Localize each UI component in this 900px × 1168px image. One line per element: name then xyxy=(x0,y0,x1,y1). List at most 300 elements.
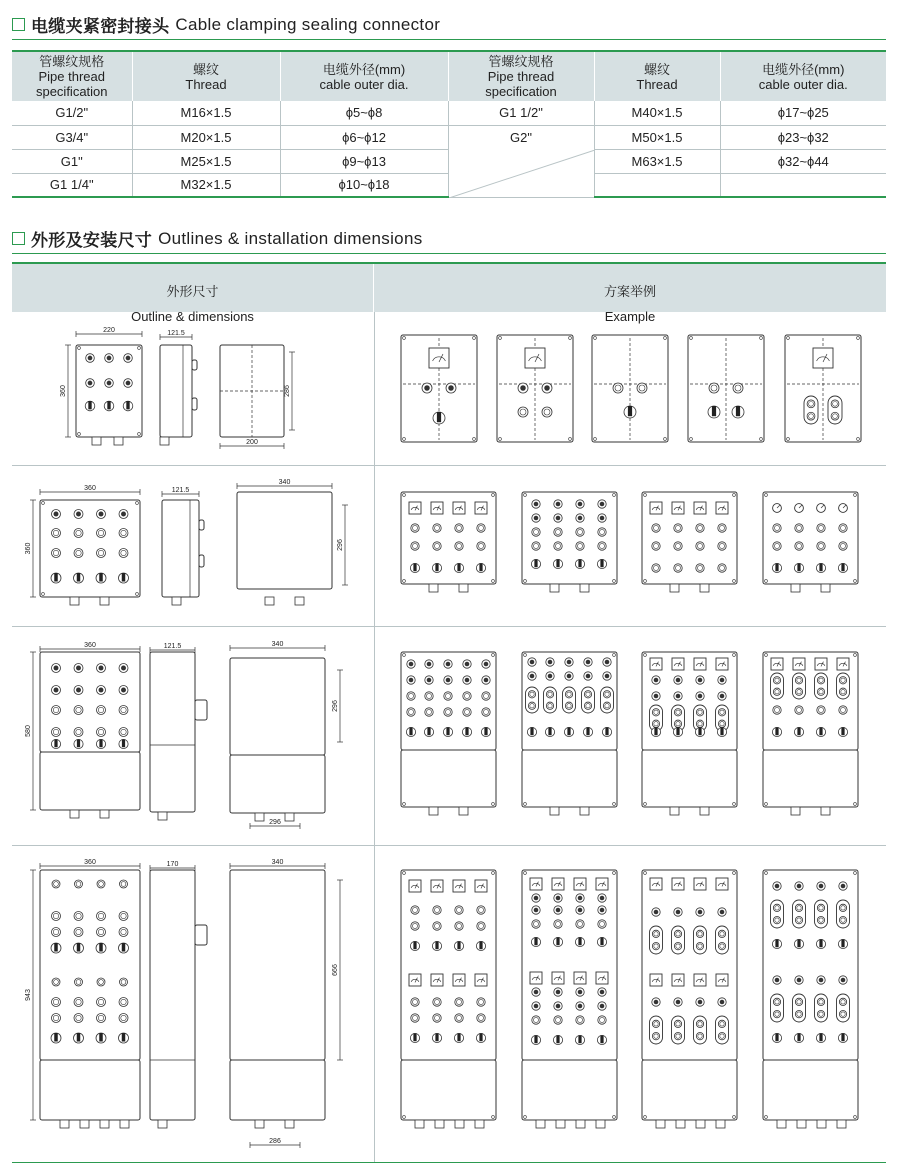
push-button-icon xyxy=(427,678,432,683)
indicator-lamp-icon xyxy=(718,1033,725,1040)
push-button-icon xyxy=(54,512,59,517)
indicator-lamp-icon xyxy=(477,1014,485,1022)
selector-switch-icon xyxy=(819,563,822,571)
indicator-lamp-icon xyxy=(674,709,681,716)
indicator-lamp-icon xyxy=(97,998,106,1007)
meter-icon xyxy=(574,972,586,984)
push-button-icon xyxy=(409,662,414,667)
indicator-lamp-icon xyxy=(773,1011,780,1018)
outline-header: 外形尺寸 Outline & dimensions xyxy=(12,264,374,312)
cable-gland-icon xyxy=(536,1120,545,1128)
lower-compartment xyxy=(40,752,140,810)
indicator-lamp-icon xyxy=(652,1020,659,1027)
push-button-icon xyxy=(484,678,489,683)
indicator-lamp-icon xyxy=(407,708,415,716)
push-button-icon xyxy=(446,678,451,683)
selector-switch-icon xyxy=(457,941,460,949)
meter-icon xyxy=(429,348,449,368)
meter-icon xyxy=(672,974,684,986)
selector-switch-icon xyxy=(479,941,482,949)
indicator-lamp-icon xyxy=(718,542,726,550)
selector-switch-icon xyxy=(556,937,559,945)
indicator-lamp-icon xyxy=(795,688,802,695)
indicator-lamp-icon xyxy=(74,998,83,1007)
push-button-icon xyxy=(121,512,126,517)
meter-icon xyxy=(694,974,706,986)
meter-icon xyxy=(672,502,684,514)
selector-switch-icon xyxy=(534,937,537,945)
side-view xyxy=(162,500,199,597)
selector-switch-icon xyxy=(775,1033,778,1041)
push-button-icon xyxy=(654,678,659,683)
indicator-lamp-icon xyxy=(74,928,83,937)
indicator-lamp-icon xyxy=(477,906,485,914)
indicator-lamp-icon xyxy=(613,383,623,393)
meter-icon xyxy=(453,974,465,986)
selector-switch-icon xyxy=(409,727,412,735)
handle-icon xyxy=(195,925,207,945)
indicator-lamp-icon xyxy=(75,978,83,986)
indicator-lamp-icon xyxy=(817,904,824,911)
cable-gland-icon xyxy=(158,812,167,820)
meter-icon xyxy=(596,878,608,890)
meter-icon xyxy=(453,880,465,892)
push-button-icon xyxy=(654,694,659,699)
push-button-icon xyxy=(819,884,824,889)
selector-switch-icon xyxy=(841,563,844,571)
table-cell: ϕ5~ϕ8 xyxy=(280,101,448,125)
push-button-icon xyxy=(720,678,725,683)
indicator-lamp-icon xyxy=(839,904,846,911)
indicator-lamp-icon xyxy=(119,912,128,921)
push-button-icon xyxy=(88,381,93,386)
dimension-label: 296 xyxy=(332,700,339,712)
section-title-en: Cable clamping sealing connector xyxy=(175,14,441,34)
meter-icon xyxy=(793,658,805,670)
indicator-lamp-icon xyxy=(433,542,441,550)
selector-switch-icon xyxy=(578,937,581,945)
table-cell: M32×1.5 xyxy=(132,173,280,197)
push-button-icon xyxy=(586,674,591,679)
push-button-icon xyxy=(586,660,591,665)
selector-switch-icon xyxy=(586,727,589,735)
indicator-lamp-icon xyxy=(455,906,463,914)
mounting-view xyxy=(230,658,325,755)
handle-icon xyxy=(195,700,207,720)
push-button-icon xyxy=(88,356,93,361)
indicator-lamp-icon xyxy=(674,542,682,550)
selector-switch-icon xyxy=(446,727,449,735)
cable-gland-icon xyxy=(700,807,709,815)
cable-gland-icon xyxy=(172,597,181,605)
indicator-lamp-icon xyxy=(532,542,540,550)
push-button-icon xyxy=(600,1004,605,1009)
indicator-lamp-icon xyxy=(433,998,441,1006)
indicator-lamp-icon xyxy=(839,1011,846,1018)
push-button-icon xyxy=(548,660,553,665)
push-button-icon xyxy=(841,978,846,983)
indicator-lamp-icon xyxy=(795,706,803,714)
push-button-icon xyxy=(819,978,824,983)
indicator-lamp-icon xyxy=(839,917,846,924)
cable-gland-icon xyxy=(596,1120,605,1128)
push-button-icon xyxy=(548,674,553,679)
selector-switch-icon xyxy=(437,412,441,422)
meter-icon xyxy=(431,502,443,514)
push-button-icon xyxy=(676,694,681,699)
indicator-lamp-icon xyxy=(482,708,490,716)
lower-compartment xyxy=(522,750,617,807)
indicator-lamp-icon xyxy=(444,692,452,700)
indicator-lamp-icon xyxy=(576,542,584,550)
indicator-lamp-icon xyxy=(718,709,725,716)
cable-gland-icon xyxy=(670,807,679,815)
push-button-icon xyxy=(567,674,572,679)
push-button-icon xyxy=(107,381,112,386)
cable-gland-icon xyxy=(255,813,264,821)
selector-switch-icon xyxy=(126,401,129,409)
indicator-lamp-icon xyxy=(477,998,485,1006)
meter-icon xyxy=(650,502,662,514)
indicator-lamp-icon xyxy=(773,524,781,532)
push-button-icon xyxy=(797,978,802,983)
selector-switch-icon xyxy=(99,573,103,582)
table-cell: G2" xyxy=(448,125,594,197)
selector-switch-icon xyxy=(567,727,570,735)
selector-switch-icon xyxy=(54,1033,58,1042)
indicator-lamp-icon xyxy=(411,1014,419,1022)
meter-icon xyxy=(672,878,684,890)
cable-gland-icon xyxy=(670,584,679,592)
selector-switch-icon xyxy=(736,406,740,416)
indicator-lamp-icon xyxy=(119,928,128,937)
meter-icon xyxy=(453,502,465,514)
table-cell: M40×1.5 xyxy=(594,101,720,125)
indicator-lamp-icon xyxy=(652,1033,659,1040)
selector-switch-icon xyxy=(77,943,81,952)
indicator-lamp-icon xyxy=(542,407,552,417)
lower-compartment xyxy=(642,750,737,807)
meter-icon xyxy=(475,502,487,514)
lower-compartment xyxy=(401,750,496,807)
cable-gland-icon xyxy=(576,1120,585,1128)
indicator-lamp-icon xyxy=(120,880,128,888)
indicator-lamp-icon xyxy=(795,998,802,1005)
indicator-lamp-icon xyxy=(718,930,725,937)
cable-gland-icon xyxy=(114,437,123,445)
push-button-icon xyxy=(720,1000,725,1005)
push-button-icon xyxy=(605,660,610,665)
push-button-icon xyxy=(797,884,802,889)
cable-gland-icon xyxy=(92,437,101,445)
meter-icon xyxy=(771,658,783,670)
indicator-lamp-icon xyxy=(554,528,562,536)
dimension-label: 943 xyxy=(25,989,32,1001)
meter-icon xyxy=(650,878,662,890)
meter-icon xyxy=(431,974,443,986)
cable-gland-icon xyxy=(70,597,79,605)
indicator-lamp-icon xyxy=(528,702,535,709)
dimension-label: 360 xyxy=(60,385,67,397)
cable-gland-icon xyxy=(160,437,169,445)
selector-switch-icon xyxy=(530,727,533,735)
indicator-lamp-icon xyxy=(97,978,105,986)
push-button-icon xyxy=(578,516,583,521)
indicator-lamp-icon xyxy=(97,928,106,937)
indicator-lamp-icon xyxy=(444,708,452,716)
selector-switch-icon xyxy=(77,573,81,582)
indicator-lamp-icon xyxy=(97,728,106,737)
example-panel xyxy=(763,870,858,1060)
indicator-lamp-icon xyxy=(598,920,606,928)
selector-switch-icon xyxy=(107,401,110,409)
indicator-lamp-icon xyxy=(97,706,106,715)
meter-icon xyxy=(813,348,833,368)
indicator-lamp-icon xyxy=(652,524,660,532)
indicator-lamp-icon xyxy=(52,880,60,888)
dimension-label: 121.5 xyxy=(167,330,185,337)
indicator-lamp-icon xyxy=(839,998,846,1005)
push-button-icon xyxy=(556,896,561,901)
dimension-label: 360 xyxy=(84,485,96,492)
indicator-lamp-icon xyxy=(97,549,106,558)
lower-compartment xyxy=(763,750,858,807)
meter-icon xyxy=(694,878,706,890)
indicator-lamp-icon xyxy=(773,904,780,911)
indicator-lamp-icon xyxy=(696,542,704,550)
dimension-label: 666 xyxy=(332,964,339,976)
push-button-icon xyxy=(427,662,432,667)
table-cell: G3/4" xyxy=(12,125,132,149)
push-button-icon xyxy=(676,678,681,683)
indicator-lamp-icon xyxy=(455,524,463,532)
selector-switch-icon xyxy=(797,563,800,571)
push-button-icon xyxy=(448,385,454,391)
indicator-lamp-icon xyxy=(74,912,83,921)
indicator-lamp-icon xyxy=(674,1020,681,1027)
indicator-lamp-icon xyxy=(554,542,562,550)
push-button-icon xyxy=(107,356,112,361)
meter-icon xyxy=(716,502,728,514)
cable-gland-icon xyxy=(556,1120,565,1128)
dimension-label: 220 xyxy=(103,327,115,334)
push-button-icon xyxy=(99,688,104,693)
indicator-lamp-icon xyxy=(120,978,128,986)
push-button-icon xyxy=(654,1000,659,1005)
cable-gland-icon xyxy=(100,810,109,818)
indicator-lamp-icon xyxy=(817,998,824,1005)
indicator-lamp-icon xyxy=(584,691,591,698)
meter-icon xyxy=(574,878,586,890)
push-button-icon xyxy=(775,884,780,889)
push-button-icon xyxy=(520,385,526,391)
table-cell: M25×1.5 xyxy=(132,149,280,173)
selector-switch-icon xyxy=(479,1033,482,1041)
indicator-lamp-icon xyxy=(97,880,105,888)
push-button-icon xyxy=(530,660,535,665)
cable-gland-icon xyxy=(100,597,109,605)
push-button-icon xyxy=(720,694,725,699)
indicator-lamp-icon xyxy=(598,542,606,550)
push-button-icon xyxy=(600,502,605,507)
indicator-lamp-icon xyxy=(718,524,726,532)
selector-switch-icon xyxy=(413,941,416,949)
cable-gland-icon xyxy=(550,584,559,592)
indicator-lamp-icon xyxy=(674,930,681,937)
cable-gland-icon xyxy=(700,584,709,592)
selector-switch-icon xyxy=(413,1033,416,1041)
selector-switch-icon xyxy=(54,943,58,952)
meter-icon xyxy=(475,974,487,986)
table-cell: G1 1/2" xyxy=(448,101,594,125)
header-cell: 螺纹 Thread xyxy=(132,51,280,101)
indicator-lamp-icon xyxy=(532,1016,540,1024)
push-button-icon xyxy=(534,908,539,913)
section-title-cn: 电缆夹紧密封接头 xyxy=(31,17,170,36)
push-button-icon xyxy=(424,385,430,391)
indicator-lamp-icon xyxy=(696,564,704,572)
selector-switch-icon xyxy=(600,1035,603,1043)
selector-switch-icon xyxy=(435,563,438,571)
indicator-lamp-icon xyxy=(52,912,61,921)
meter-icon xyxy=(650,974,662,986)
push-button-icon xyxy=(556,908,561,913)
selector-switch-icon xyxy=(122,943,126,952)
indicator-lamp-icon xyxy=(795,677,802,684)
selector-switch-icon xyxy=(578,559,581,567)
selector-switch-icon xyxy=(605,727,608,735)
indicator-lamp-icon xyxy=(52,928,61,937)
cable-gland-icon xyxy=(435,1120,444,1128)
selector-switch-icon xyxy=(797,727,800,735)
indicator-lamp-icon xyxy=(773,706,781,714)
meter-icon xyxy=(837,658,849,670)
push-button-icon xyxy=(465,678,470,683)
cable-gland-icon xyxy=(415,1120,424,1128)
cable-gland-icon xyxy=(797,1120,806,1128)
dimension-label: 200 xyxy=(246,439,258,446)
push-button-icon xyxy=(446,662,451,667)
push-button-icon xyxy=(76,512,81,517)
indicator-lamp-icon xyxy=(652,930,659,937)
indicator-lamp-icon xyxy=(433,1014,441,1022)
push-button-icon xyxy=(720,910,725,915)
selector-switch-icon xyxy=(720,727,723,735)
selector-switch-icon xyxy=(435,941,438,949)
selector-switch-icon xyxy=(628,406,632,416)
indicator-lamp-icon xyxy=(795,917,802,924)
indicator-lamp-icon xyxy=(477,524,485,532)
indicator-lamp-icon xyxy=(817,706,825,714)
indicator-lamp-icon xyxy=(733,383,743,393)
push-button-icon xyxy=(676,910,681,915)
indicator-lamp-icon xyxy=(674,1033,681,1040)
selector-switch-icon xyxy=(797,939,800,947)
selector-switch-icon xyxy=(122,1033,126,1042)
selector-switch-icon xyxy=(427,727,430,735)
indicator-lamp-icon xyxy=(433,922,441,930)
meter-icon xyxy=(716,878,728,890)
indicator-lamp-icon xyxy=(696,709,703,716)
cable-gland-icon xyxy=(676,1120,685,1128)
lower-compartment xyxy=(40,1060,140,1120)
selector-switch-icon xyxy=(578,1035,581,1043)
indicator-lamp-icon xyxy=(554,920,562,928)
meter-icon xyxy=(530,972,542,984)
indicator-lamp-icon xyxy=(773,688,780,695)
indicator-lamp-icon xyxy=(718,720,725,727)
indicator-lamp-icon xyxy=(74,706,83,715)
selector-switch-icon xyxy=(600,937,603,945)
cable-gland-icon xyxy=(70,810,79,818)
indicator-lamp-icon xyxy=(839,677,846,684)
dimension-label: 340 xyxy=(271,641,284,648)
handle-icon xyxy=(192,360,197,370)
meter-icon xyxy=(694,502,706,514)
indicator-lamp-icon xyxy=(773,542,781,550)
cable-gland-icon xyxy=(656,1120,665,1128)
meter-icon xyxy=(596,972,608,984)
selector-switch-icon xyxy=(122,739,125,747)
meter-icon xyxy=(716,658,728,670)
push-button-icon xyxy=(534,990,539,995)
selector-switch-icon xyxy=(712,406,716,416)
selector-switch-icon xyxy=(484,727,487,735)
cable-gland-icon xyxy=(817,1120,826,1128)
indicator-lamp-icon xyxy=(52,529,61,538)
indicator-lamp-icon xyxy=(652,720,659,727)
table-cell: M63×1.5 xyxy=(594,149,720,173)
selector-switch-icon xyxy=(457,563,460,571)
table-cell: ϕ17~ϕ25 xyxy=(720,101,886,125)
selector-switch-icon xyxy=(775,727,778,735)
indicator-lamp-icon xyxy=(532,920,540,928)
push-button-icon xyxy=(484,662,489,667)
cable-gland-icon xyxy=(60,1120,69,1128)
dimension-label: 360 xyxy=(84,859,96,866)
push-button-icon xyxy=(99,512,104,517)
indicator-lamp-icon xyxy=(817,542,825,550)
indicator-lamp-icon xyxy=(74,549,83,558)
indicator-lamp-icon xyxy=(795,542,803,550)
push-button-icon xyxy=(534,896,539,901)
selector-switch-icon xyxy=(819,939,822,947)
selector-switch-icon xyxy=(819,727,822,735)
selector-switch-icon xyxy=(99,943,103,952)
indicator-lamp-icon xyxy=(652,943,659,950)
indicator-lamp-icon xyxy=(652,709,659,716)
push-button-icon xyxy=(600,990,605,995)
selector-switch-icon xyxy=(479,563,482,571)
lower-compartment xyxy=(642,1060,737,1120)
indicator-lamp-icon xyxy=(817,677,824,684)
push-button-icon xyxy=(76,666,81,671)
cable-gland-icon xyxy=(158,1120,167,1128)
table-cell: M20×1.5 xyxy=(132,125,280,149)
push-button-icon xyxy=(465,662,470,667)
indicator-lamp-icon xyxy=(411,998,419,1006)
push-button-icon xyxy=(578,1004,583,1009)
indicator-lamp-icon xyxy=(839,688,846,695)
push-button-icon xyxy=(76,688,81,693)
lower-compartment xyxy=(230,755,325,813)
side-view xyxy=(150,652,195,812)
table-cell: ϕ23~ϕ32 xyxy=(720,125,886,149)
indicator-lamp-icon xyxy=(477,922,485,930)
cable-gland-icon xyxy=(821,807,830,815)
cable-gland-icon xyxy=(791,584,800,592)
selector-switch-icon xyxy=(819,1033,822,1041)
